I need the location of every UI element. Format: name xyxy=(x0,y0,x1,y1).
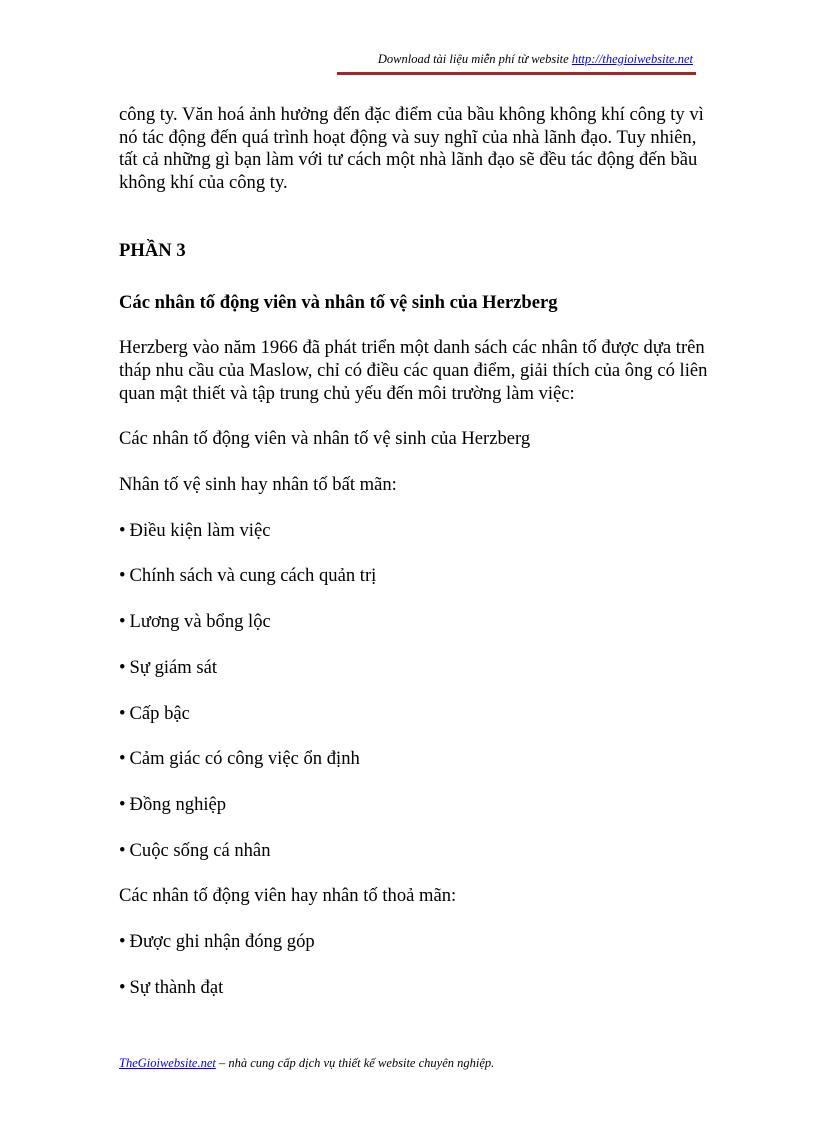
list-item-text: Lương và bổng lộc xyxy=(129,611,271,633)
repeat-title: Các nhân tố động viên và nhân tố vệ sinh của Herzberg xyxy=(119,428,531,450)
list-item xyxy=(119,520,709,543)
list-item-text: Điều kiện làm việc xyxy=(129,519,271,541)
footer-website-link[interactable]: TheGioiwebsite.net xyxy=(119,1056,216,1070)
header-divider xyxy=(337,72,696,75)
intro-paragraph: công ty. Văn hoá ảnh hưởng đến đặc điểm của bầu không không khí công ty vì nó tác động đến quá trình hoạt động và suy nghĩ của nhà lãnh đạo. Tuy nhiên, tất cả những gì bạn làm với tư cách một nhà lãnh đạo sẽ đều tác động đến bầu không khí của công ty. xyxy=(119,104,704,194)
list-item-text: Chính sách và cung cách quản trị xyxy=(129,565,377,587)
list-item-text: Cuộc sống cá nhân xyxy=(129,839,271,861)
header-text: Download tài liệu miễn phí từ website xyxy=(377,52,572,66)
bullet-icon: • xyxy=(119,793,126,815)
section-title: PHẦN 3 xyxy=(119,239,186,261)
bullet-icon: • xyxy=(119,611,126,633)
list-item xyxy=(119,977,709,1000)
list-item xyxy=(119,931,709,954)
list-item xyxy=(119,657,709,680)
list-item-text: Cấp bậc xyxy=(129,702,190,724)
bullet-icon: • xyxy=(119,976,126,998)
list-item-text: Sự thành đạt xyxy=(129,976,224,998)
hygiene-heading: Nhân tố vệ sinh hay nhân tố bất mãn: xyxy=(119,474,397,496)
document-body xyxy=(119,104,709,999)
list-item-text: Đồng nghiệp xyxy=(129,793,227,815)
section-subtitle: Các nhân tố động viên và nhân tố vệ sinh của Herzberg xyxy=(119,291,558,313)
bullet-icon: • xyxy=(119,702,126,724)
herzberg-paragraph: Herzberg vào năm 1966 đã phát triển một danh sách các nhân tố được dựa trên tháp nhu cầu của Maslow, chỉ có điều các quan điểm, giải thích của ông có liên quan mật thiết và tập trung chủ yếu đến môi trường làm việc: xyxy=(119,337,708,404)
page-header xyxy=(378,52,693,67)
list-item xyxy=(119,703,709,726)
list-item-text: Được ghi nhận đóng góp xyxy=(129,931,315,953)
header-website-link[interactable]: http://thegioiwebsite.net xyxy=(571,52,693,66)
list-item xyxy=(119,840,709,863)
bullet-icon: • xyxy=(119,931,126,953)
bullet-icon: • xyxy=(119,565,126,587)
footer-text: – nhà cung cấp dịch vụ thiết kế website chuyên nghiệp. xyxy=(215,1056,495,1070)
motivator-heading: Các nhân tố động viên hay nhân tố thoả mãn: xyxy=(119,885,457,907)
list-item xyxy=(119,748,709,771)
list-item xyxy=(119,794,709,817)
bullet-icon: • xyxy=(119,748,126,770)
page-footer xyxy=(119,1056,494,1071)
bullet-icon: • xyxy=(119,519,126,541)
list-item xyxy=(119,611,709,634)
list-item xyxy=(119,565,709,588)
list-item-text: Cảm giác có công việc ổn định xyxy=(129,748,360,770)
list-item-text: Sự giám sát xyxy=(129,656,218,678)
bullet-icon: • xyxy=(119,656,126,678)
bullet-icon: • xyxy=(119,839,126,861)
